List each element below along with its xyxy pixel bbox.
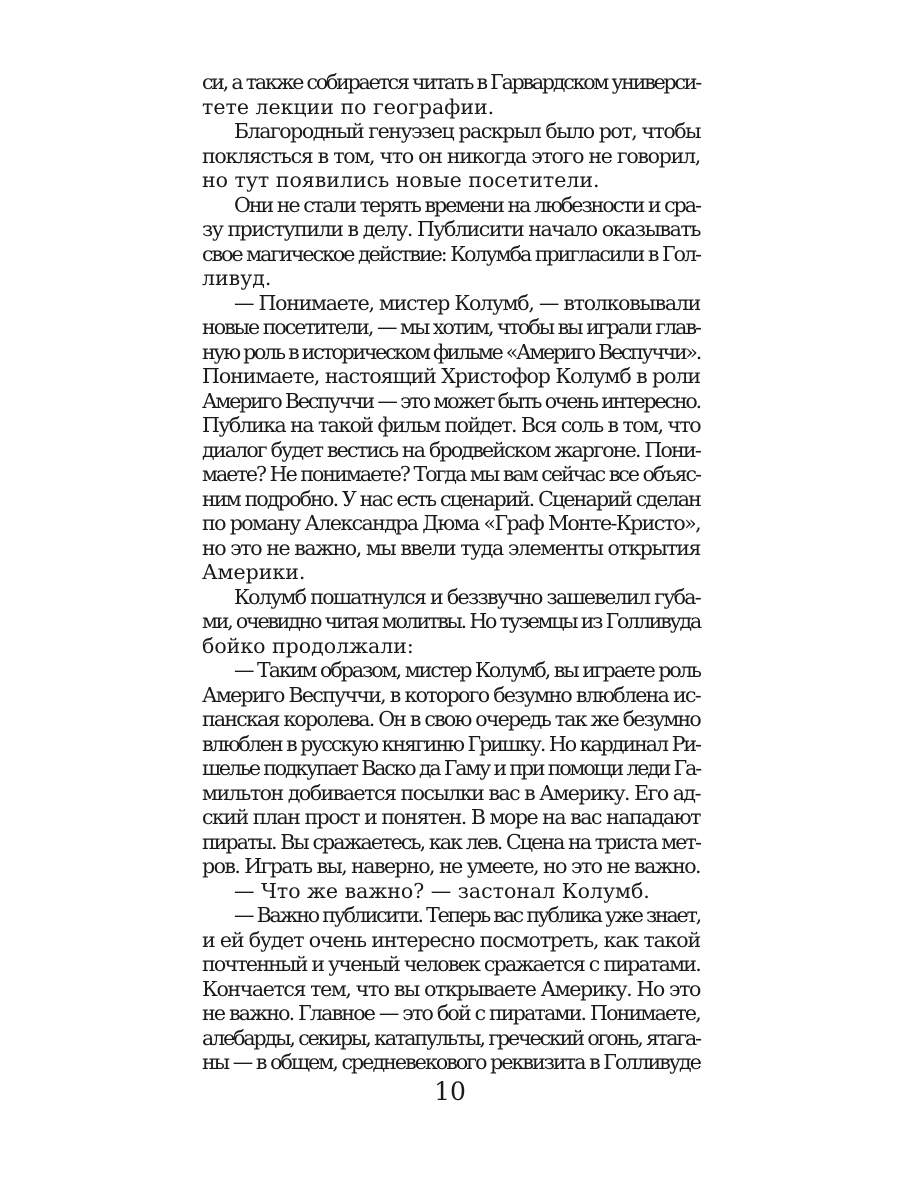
- text-line: — Понимаете, мистер Колумб, — втолковывали: [234, 290, 700, 315]
- text-line: Америго Веспуччи, в которого безумно влюблена ис-: [202, 682, 701, 707]
- text-line: ский план прост и понятен. В море на вас нападают: [202, 805, 701, 829]
- text-line: ливуд.: [202, 266, 272, 290]
- text-line: зу приступили в делу. Публисити начало оказывать: [202, 217, 700, 241]
- page-number: 10: [434, 1077, 466, 1106]
- text-line: ним подробно. У нас есть сценарий. Сценарий сделан: [202, 486, 701, 511]
- text-line: Публика на такой фильм пойдет. Вся соль в том, что: [202, 413, 700, 437]
- text-line: Благородный генуэзец раскрыл было рот, чтобы: [234, 119, 700, 143]
- page-text: [202, 70, 700, 1075]
- text-line: ров. Играть вы, наверно, не умеете, но это не важно.: [202, 854, 700, 878]
- text-line: поклясться в том, что он никогда этого не говорил,: [202, 143, 700, 168]
- text-line: Они не стали терять времени на любезности и сра-: [234, 192, 701, 217]
- text-line: но это не важно, мы ввели туда элементы открытия: [202, 535, 701, 560]
- text-line: ми, очевидно читая молитвы. Но туземцы из Голливуда: [202, 609, 701, 633]
- text-line: новые посетители, — мы хотим, чтобы вы играли глав-: [202, 315, 700, 339]
- text-line: Понимаете, настоящий Христофор Колумб в роли: [202, 364, 700, 388]
- text-line: почтенный и ученый человек сражается с пиратами.: [202, 952, 700, 976]
- text-line: ную роль в историческом фильме «Америго Веспуччи».: [202, 339, 701, 364]
- text-line: пираты. Вы сражаетесь, как лев. Сцена на триста мет-: [202, 829, 700, 854]
- text-line: шелье подкупает Васко да Гаму и при помощи леди Га-: [202, 756, 700, 780]
- text-line: панская королева. Он в свою очередь так же безумно: [202, 707, 701, 731]
- text-line: — Что же важно? — застонал Колумб.: [234, 878, 650, 903]
- text-line: Америки.: [202, 560, 306, 584]
- text-line: — Важно публисити. Теперь вас публика уже знает,: [234, 903, 700, 927]
- text-line: Америго Веспуччи — это может быть очень интересно.: [202, 388, 701, 413]
- text-line: и ей будет очень интересно посмотреть, как такой: [202, 927, 700, 952]
- text-line: но тут появились новые посетители.: [202, 168, 600, 192]
- text-line: диалог будет вестись на бродвейском жаргоне. Пони-: [202, 437, 700, 462]
- text-line: тете лекции по географии.: [202, 94, 495, 119]
- text-line: не важно. Главное — это бой с пиратами. Понимаете,: [202, 1001, 701, 1025]
- text-line: алебарды, секиры, катапульты, греческий огонь, ятага-: [202, 1025, 700, 1050]
- text-line: свое магическое действие: Колумба пригласили в Гол-: [202, 241, 701, 266]
- text-line: Кончается тем, что вы открываете Америку. Но это: [202, 976, 700, 1001]
- text-line: маете? Не понимаете? Тогда мы вам сейчас все объяс-: [202, 462, 700, 486]
- text-line: ны — в общем, средневекового реквизита в Голливуде: [202, 1050, 700, 1074]
- text-line: — Таким образом, мистер Колумб, вы играете роль: [234, 658, 700, 682]
- text-line: мильтон добивается посылки вас в Америку. Его ад-: [202, 780, 700, 805]
- text-line: Колумб пошатнулся и беззвучно зашевелил губа-: [234, 584, 701, 609]
- text-line: бойко продолжали:: [202, 633, 414, 658]
- text-line: си, а также собирается читать в Гарвардском универси-: [202, 70, 700, 94]
- text-line: по роману Александра Дюма «Граф Монте-Кристо»,: [202, 511, 700, 535]
- text-line: влюблен в русскую княгиню Гришку. Но кардинал Ри-: [202, 731, 700, 756]
